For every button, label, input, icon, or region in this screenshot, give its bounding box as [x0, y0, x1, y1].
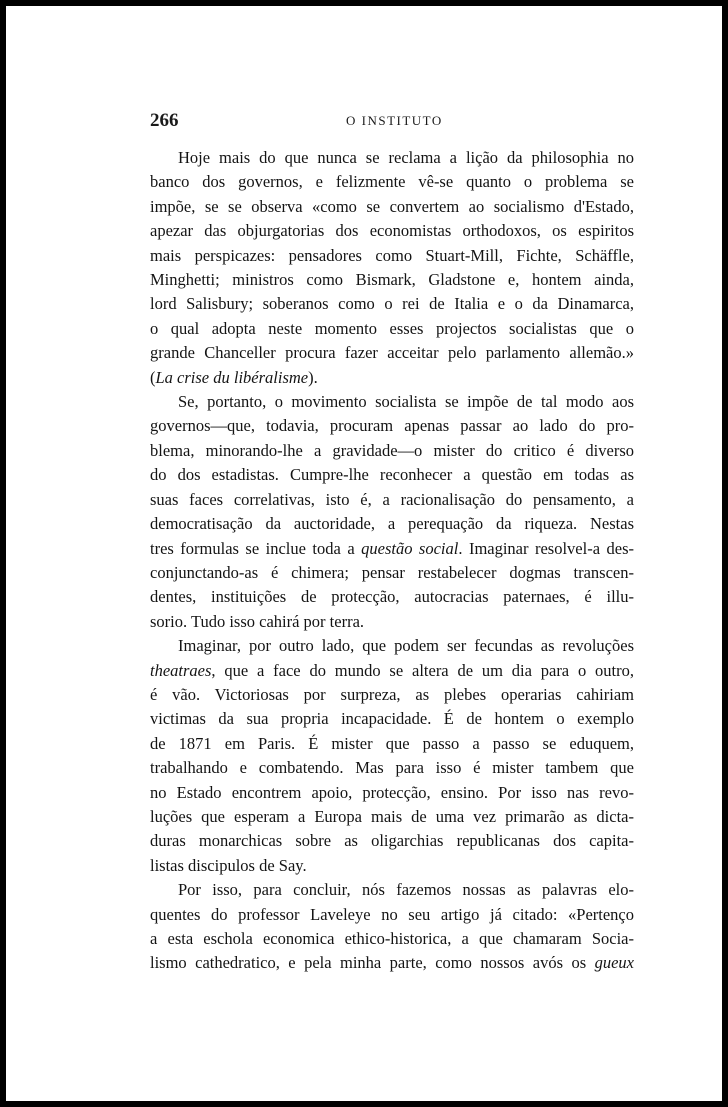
text-line — [150, 292, 634, 316]
text-segment: victimas da sua propria incapacidade. É de hontem o exemplo — [150, 709, 634, 729]
text-line — [150, 317, 634, 341]
text-line — [150, 146, 634, 170]
text-segment: conjunctando-as é chimera; pensar restabelecer dogmas transcen- — [150, 562, 634, 582]
text-line — [150, 488, 634, 512]
text-segment: luções que esperam a Europa mais de uma vez primarão as dicta- — [150, 806, 634, 826]
text-line — [150, 561, 634, 585]
text-line — [150, 195, 634, 219]
text-line — [150, 244, 634, 268]
text-line — [150, 341, 634, 365]
text-line — [150, 268, 634, 292]
text-segment: grande Chanceller procura fazer acceitar pelo parlamento allemão.» — [150, 343, 634, 363]
page-header — [150, 110, 634, 134]
book-page — [6, 6, 722, 1101]
text-segment: lord Salisbury; soberanos como o rei de Italia e o da Dinamarca, — [150, 294, 634, 314]
text-segment: mais perspicazes: pensadores como Stuart-Mill, Fichte, Schäffle, — [150, 245, 634, 265]
text-line — [150, 732, 634, 756]
text-line — [150, 634, 634, 658]
text-segment: o qual adopta neste momento esses projectos socialistas que o — [150, 318, 634, 338]
text-line — [150, 463, 634, 487]
italic-text: La crise du libéralisme — [155, 367, 309, 387]
italic-text: questão social — [361, 538, 459, 558]
text-line — [150, 854, 634, 878]
text-line — [150, 903, 634, 927]
text-line — [150, 829, 634, 853]
text-segment: duras monarchicas sobre as oligarchias republicanas dos capita- — [150, 831, 634, 851]
text-line — [150, 659, 634, 683]
text-segment: é vão. Victoriosas por surpreza, as plebes operarias cahiriam — [150, 684, 634, 704]
text-segment: lismo cathedratico, e pela minha parte, como nossos avós os — [150, 953, 595, 973]
text-segment: listas discipulos de Say. — [150, 855, 307, 875]
body-text — [150, 146, 634, 976]
text-line — [150, 414, 634, 438]
text-line — [150, 756, 634, 780]
page-number: 266 — [150, 110, 179, 131]
text-line — [150, 927, 634, 951]
text-line — [150, 439, 634, 463]
text-segment: trabalhando e combatendo. Mas para isso é mister tambem que — [150, 758, 634, 778]
text-segment: no Estado encontrem apoio, protecção, ensino. Por isso nas revo- — [150, 782, 634, 802]
text-line — [150, 366, 634, 390]
text-segment: , que a face do mundo se altera de um dia para o outro, — [211, 660, 634, 680]
text-line — [150, 512, 634, 536]
italic-text: theatraes — [150, 660, 212, 680]
text-segment: apezar das objurgatorias dos economistas orthodoxos, os espiritos — [150, 221, 634, 241]
text-segment: impõe, se se observa «como se convertem ao socialismo d'Estado, — [150, 196, 634, 216]
italic-text: gueux — [594, 953, 634, 973]
text-line — [150, 878, 634, 902]
text-line — [150, 585, 634, 609]
text-segment: blema, minorando-lhe a gravidade—o mister do critico é diverso — [150, 440, 634, 460]
text-line — [150, 781, 634, 805]
text-segment: suas faces correlativas, isto é, a racionalisação do pensamento, a — [150, 489, 634, 509]
text-segment: ). — [308, 367, 318, 387]
text-segment: . Imaginar resolvel-a des- — [458, 538, 634, 558]
text-segment: de 1871 em Paris. É mister que passo a passo se eduquem, — [150, 733, 634, 753]
text-segment: ( — [150, 367, 156, 387]
text-segment: banco dos governos, e felizmente vê-se quanto o problema se — [150, 172, 634, 192]
text-segment: Minghetti; ministros como Bismark, Gladstone e, hontem ainda, — [150, 270, 634, 290]
text-segment: dentes, instituições de protecção, autocracias paternaes, é illu- — [150, 587, 634, 607]
text-segment: Hoje mais do que nunca se reclama a lição da philosophia no — [178, 148, 634, 167]
text-segment: tres formulas se inclue toda a — [150, 538, 362, 558]
text-line — [150, 707, 634, 731]
text-segment: governos—que, todavia, procuram apenas passar ao lado do pro- — [150, 416, 634, 436]
text-segment: quentes do professor Laveleye no seu artigo já citado: «Pertenço — [150, 904, 634, 924]
text-segment: do dos estadistas. Cumpre-lhe reconhecer a questão em todas as — [150, 465, 634, 485]
text-segment: Imaginar, por outro lado, que podem ser fecundas as revoluções — [178, 636, 634, 656]
text-segment: democratisação da auctoridade, a perequação da riqueza. Nestas — [150, 514, 634, 534]
text-line — [150, 170, 634, 194]
text-line — [150, 537, 634, 561]
text-line — [150, 219, 634, 243]
text-line — [150, 610, 634, 634]
text-line — [150, 951, 634, 975]
text-segment: Por isso, para concluir, nós fazemos nossas as palavras elo- — [178, 880, 634, 900]
running-title: O INSTITUTO — [346, 113, 443, 128]
text-line — [150, 390, 634, 414]
text-line — [150, 805, 634, 829]
text-line — [150, 683, 634, 707]
text-segment: sorio. Tudo isso cahirá por terra. — [150, 611, 365, 631]
text-segment: Se, portanto, o movimento socialista se impõe de tal modo aos — [178, 392, 634, 412]
text-segment: a esta eschola economica ethico-historica, a que chamaram Socia- — [150, 929, 634, 948]
